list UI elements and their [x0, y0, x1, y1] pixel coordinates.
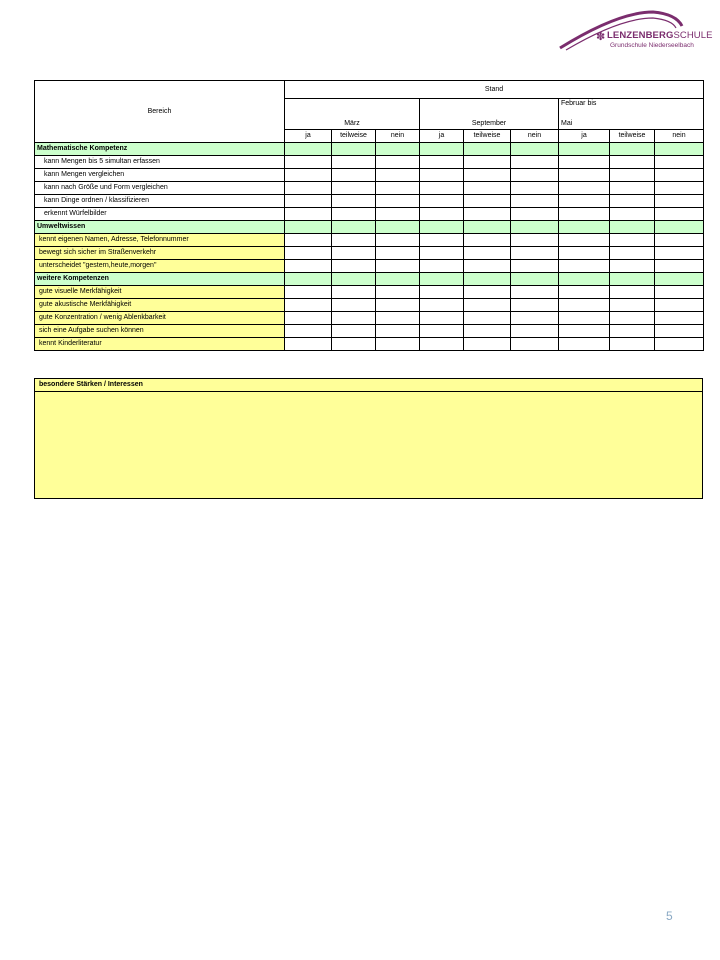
rating-cell[interactable]: [655, 299, 704, 312]
rating-cell[interactable]: [420, 247, 464, 260]
rating-cell[interactable]: [376, 143, 420, 156]
rating-cell[interactable]: [332, 169, 376, 182]
rating-cell[interactable]: [464, 208, 511, 221]
table-row: [35, 156, 704, 169]
rating-cell[interactable]: [376, 299, 420, 312]
rating-cell[interactable]: [464, 221, 511, 234]
rating-cell[interactable]: [332, 286, 376, 299]
rating-cell[interactable]: [464, 273, 511, 286]
rating-cell[interactable]: [464, 234, 511, 247]
rating-cell[interactable]: [285, 221, 332, 234]
rating-cell[interactable]: [332, 312, 376, 325]
rating-cell[interactable]: [511, 299, 559, 312]
rating-cell[interactable]: [610, 182, 655, 195]
rating-cell[interactable]: [285, 247, 332, 260]
rating-cell[interactable]: [610, 338, 655, 351]
competence-label: unterscheidet "gestern,heute,morgen": [35, 260, 285, 273]
rating-cell[interactable]: [610, 169, 655, 182]
period-februar-mai: Februar bis Mai: [559, 99, 704, 130]
rating-cell[interactable]: [610, 273, 655, 286]
rating-cell[interactable]: [420, 143, 464, 156]
rating-cell[interactable]: [559, 260, 610, 273]
rating-cell[interactable]: [464, 325, 511, 338]
category-row: [35, 273, 704, 286]
rating-cell[interactable]: [464, 312, 511, 325]
strengths-textarea[interactable]: [35, 392, 703, 499]
table-row: [35, 338, 704, 351]
competence-label: sich eine Aufgabe suchen können: [35, 325, 285, 338]
table-row: [35, 299, 704, 312]
rating-cell[interactable]: [511, 338, 559, 351]
rating-cell[interactable]: [376, 221, 420, 234]
rating-cell[interactable]: [610, 286, 655, 299]
table-row: [35, 182, 704, 195]
stand-header: Stand: [285, 81, 704, 99]
rating-cell[interactable]: [285, 182, 332, 195]
rating-cell[interactable]: [420, 234, 464, 247]
competence-label: kann Dinge ordnen / klassifizieren: [35, 195, 285, 208]
rating-cell[interactable]: [420, 312, 464, 325]
rating-cell[interactable]: [332, 325, 376, 338]
rating-cell[interactable]: [332, 221, 376, 234]
page-number: 5: [666, 909, 673, 923]
rating-cell[interactable]: [559, 182, 610, 195]
rating-cell[interactable]: [420, 338, 464, 351]
rating-cell[interactable]: [464, 169, 511, 182]
table-row: [35, 247, 704, 260]
rating-cell[interactable]: [376, 260, 420, 273]
rating-cell[interactable]: [511, 247, 559, 260]
rating-cell[interactable]: [559, 273, 610, 286]
rating-cell[interactable]: [559, 234, 610, 247]
logo-name: LENZENBERGSCHULE: [607, 30, 713, 41]
competence-label: kennt Kinderliteratur: [35, 338, 285, 351]
rating-cell[interactable]: [655, 143, 704, 156]
rating-cell[interactable]: [655, 234, 704, 247]
rating-cell[interactable]: [332, 182, 376, 195]
competence-label: kann Mengen vergleichen: [35, 169, 285, 182]
rating-cell[interactable]: [420, 325, 464, 338]
table-row: [35, 195, 704, 208]
rating-cell[interactable]: [511, 286, 559, 299]
competence-table: [34, 80, 704, 351]
rating-cell[interactable]: [511, 260, 559, 273]
rating-cell[interactable]: [420, 273, 464, 286]
bereich-header: Bereich: [35, 81, 285, 143]
school-logo: [558, 6, 720, 52]
rating-cell[interactable]: [559, 208, 610, 221]
col-teilweise: teilweise: [332, 130, 376, 143]
rating-cell[interactable]: [332, 260, 376, 273]
rating-cell[interactable]: [655, 195, 704, 208]
rating-cell[interactable]: [285, 195, 332, 208]
rating-cell[interactable]: [285, 143, 332, 156]
rating-cell[interactable]: [332, 273, 376, 286]
rating-cell[interactable]: [376, 286, 420, 299]
category-label: Umweltwissen: [35, 221, 285, 234]
rating-cell[interactable]: [511, 169, 559, 182]
col-teilweise: teilweise: [610, 130, 655, 143]
rating-cell[interactable]: [610, 299, 655, 312]
table-row: [35, 260, 704, 273]
logo-subtitle: Grundschule Niederseelbach: [610, 42, 694, 49]
rating-cell[interactable]: [420, 299, 464, 312]
rating-cell[interactable]: [376, 325, 420, 338]
rating-cell[interactable]: [511, 156, 559, 169]
rating-cell[interactable]: [610, 260, 655, 273]
rating-cell[interactable]: [610, 312, 655, 325]
col-ja: ja: [285, 130, 332, 143]
rating-cell[interactable]: [332, 143, 376, 156]
rating-cell[interactable]: [332, 338, 376, 351]
rating-cell[interactable]: [420, 221, 464, 234]
competence-label: kann Mengen bis 5 simultan erfassen: [35, 156, 285, 169]
rating-cell[interactable]: [655, 273, 704, 286]
rating-cell[interactable]: [464, 143, 511, 156]
rating-cell[interactable]: [655, 169, 704, 182]
category-label: Mathematische Kompetenz: [35, 143, 285, 156]
rating-cell[interactable]: [655, 286, 704, 299]
rating-cell[interactable]: [420, 169, 464, 182]
rating-cell[interactable]: [464, 286, 511, 299]
period-september: September: [420, 99, 559, 130]
table-row: [35, 169, 704, 182]
rating-cell[interactable]: [285, 156, 332, 169]
rating-cell[interactable]: [332, 156, 376, 169]
rating-cell[interactable]: [420, 195, 464, 208]
table-row: [35, 312, 704, 325]
period-maerz: März: [285, 99, 420, 130]
rating-cell[interactable]: [420, 208, 464, 221]
rating-cell[interactable]: [655, 260, 704, 273]
rating-cell[interactable]: [285, 234, 332, 247]
rating-cell[interactable]: [655, 247, 704, 260]
rating-cell[interactable]: [655, 182, 704, 195]
rating-cell[interactable]: [285, 338, 332, 351]
rating-cell[interactable]: [610, 247, 655, 260]
rating-cell[interactable]: [285, 325, 332, 338]
rating-cell[interactable]: [285, 312, 332, 325]
rating-cell[interactable]: [511, 325, 559, 338]
col-ja: ja: [420, 130, 464, 143]
rating-cell[interactable]: [511, 208, 559, 221]
col-nein: nein: [511, 130, 559, 143]
rating-cell[interactable]: [511, 182, 559, 195]
rating-cell[interactable]: [464, 338, 511, 351]
rating-cell[interactable]: [420, 182, 464, 195]
competence-label: gute visuelle Merkfähigkeit: [35, 286, 285, 299]
rating-cell[interactable]: [376, 156, 420, 169]
rating-cell[interactable]: [511, 195, 559, 208]
rating-cell[interactable]: [511, 312, 559, 325]
rating-cell[interactable]: [464, 247, 511, 260]
rating-cell[interactable]: [655, 221, 704, 234]
rating-cell[interactable]: [610, 221, 655, 234]
rating-cell[interactable]: [376, 273, 420, 286]
rating-cell[interactable]: [559, 299, 610, 312]
rating-cell[interactable]: [376, 182, 420, 195]
rating-cell[interactable]: [610, 208, 655, 221]
rating-cell[interactable]: [511, 143, 559, 156]
table-row: [35, 234, 704, 247]
rating-cell[interactable]: [559, 221, 610, 234]
competence-label: kann nach Größe und Form vergleichen: [35, 182, 285, 195]
rating-cell[interactable]: [376, 338, 420, 351]
rating-cell[interactable]: [376, 195, 420, 208]
rating-cell[interactable]: [610, 325, 655, 338]
rating-cell[interactable]: [332, 247, 376, 260]
strengths-box: [34, 378, 703, 499]
col-ja: ja: [559, 130, 610, 143]
rating-cell[interactable]: [559, 156, 610, 169]
rating-cell[interactable]: [511, 234, 559, 247]
col-nein: nein: [655, 130, 704, 143]
rating-cell[interactable]: [420, 260, 464, 273]
competence-label: bewegt sich sicher im Straßenverkehr: [35, 247, 285, 260]
rating-cell[interactable]: [655, 208, 704, 221]
rating-cell[interactable]: [559, 312, 610, 325]
table-row: [35, 208, 704, 221]
rating-cell[interactable]: [420, 286, 464, 299]
rating-cell[interactable]: [559, 338, 610, 351]
rating-cell[interactable]: [464, 182, 511, 195]
rating-cell[interactable]: [332, 234, 376, 247]
rating-cell[interactable]: [376, 234, 420, 247]
rating-cell[interactable]: [464, 299, 511, 312]
competence-label: gute Konzentration / wenig Ablenkbarkeit: [35, 312, 285, 325]
category-row: [35, 221, 704, 234]
rating-cell[interactable]: [464, 260, 511, 273]
category-row: [35, 143, 704, 156]
rating-cell[interactable]: [285, 299, 332, 312]
rating-cell[interactable]: [511, 273, 559, 286]
rating-cell[interactable]: [285, 169, 332, 182]
rating-cell[interactable]: [376, 169, 420, 182]
rating-cell[interactable]: [285, 260, 332, 273]
strengths-label: besondere Stärken / Interessen: [35, 379, 703, 392]
table-row: [35, 286, 704, 299]
rating-cell[interactable]: [376, 312, 420, 325]
rating-cell[interactable]: [376, 247, 420, 260]
competence-label: erkennt Würfelbilder: [35, 208, 285, 221]
rating-cell[interactable]: [420, 156, 464, 169]
category-label: weitere Kompetenzen: [35, 273, 285, 286]
col-teilweise: teilweise: [464, 130, 511, 143]
rating-cell[interactable]: [464, 156, 511, 169]
rating-cell[interactable]: [559, 169, 610, 182]
rating-cell[interactable]: [655, 156, 704, 169]
rating-cell[interactable]: [285, 208, 332, 221]
rating-cell[interactable]: [332, 195, 376, 208]
rating-cell[interactable]: [655, 325, 704, 338]
rating-cell[interactable]: [285, 273, 332, 286]
rating-cell[interactable]: [376, 208, 420, 221]
rating-cell[interactable]: [610, 143, 655, 156]
competence-label: gute akustische Merkfähigkeit: [35, 299, 285, 312]
rating-cell[interactable]: [285, 286, 332, 299]
rating-cell[interactable]: [610, 195, 655, 208]
rating-cell[interactable]: [655, 338, 704, 351]
rating-cell[interactable]: [559, 325, 610, 338]
rating-cell[interactable]: [610, 156, 655, 169]
rating-cell[interactable]: [559, 286, 610, 299]
competence-label: kennt eigenen Namen, Adresse, Telefonnummer: [35, 234, 285, 247]
flower-icon: ✽: [596, 31, 606, 43]
rating-cell[interactable]: [655, 312, 704, 325]
rating-cell[interactable]: [559, 195, 610, 208]
rating-cell[interactable]: [610, 234, 655, 247]
rating-cell[interactable]: [332, 299, 376, 312]
col-nein: nein: [376, 130, 420, 143]
table-row: [35, 325, 704, 338]
rating-cell[interactable]: [464, 195, 511, 208]
rating-cell[interactable]: [511, 221, 559, 234]
rating-cell[interactable]: [332, 208, 376, 221]
rating-cell[interactable]: [559, 247, 610, 260]
rating-cell[interactable]: [559, 143, 610, 156]
